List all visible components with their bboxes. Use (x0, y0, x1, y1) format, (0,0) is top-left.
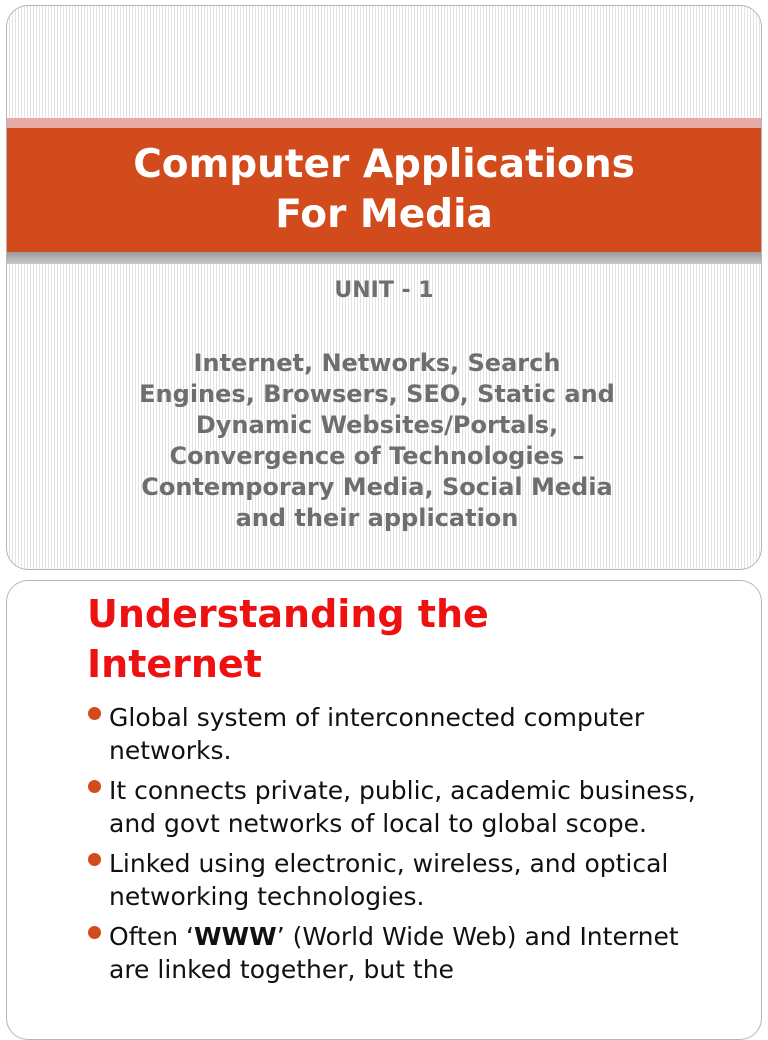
bullet-list (87, 701, 727, 993)
bullet-text-bold: WWW (193, 922, 277, 951)
content-slide (6, 580, 762, 1040)
subtitle-line: Contemporary Media, Social Media (141, 473, 613, 501)
bullet-text: Linked using electronic, wireless, and optical networking technologies. (109, 849, 669, 911)
slide-heading-line-1: Understanding the (87, 592, 489, 636)
bullet-text: Global system of interconnected computer networks. (109, 703, 645, 765)
subtitle-line: Dynamic Websites/Portals, (195, 411, 559, 439)
bullet-item (87, 701, 727, 767)
bullet-item (87, 920, 727, 986)
slide-title-line-1: Computer Applications (133, 142, 635, 187)
bullet-dot-icon (88, 853, 101, 866)
bullet-text: It connects private, public, academic business, and govt networks of local to global scope. (109, 776, 696, 838)
title-band-highlight (7, 118, 761, 128)
title-band (7, 128, 761, 252)
slide-title-line-2: For Media (275, 192, 493, 237)
subtitle-line: Convergence of Technologies – (169, 442, 585, 470)
bullet-dot-icon (88, 926, 101, 939)
subtitle-line: and their application (235, 504, 519, 532)
bullet-item (87, 774, 727, 840)
bullet-text-after: ’ (World Wide Web) and Internet are linked together, but the (109, 922, 679, 984)
unit-label: UNIT - 1 (334, 278, 434, 303)
subtitle-line: Engines, Browsers, SEO, Static and (139, 380, 615, 408)
bullet-item (87, 847, 727, 913)
title-band-shadow (7, 252, 761, 264)
slide-heading (87, 589, 707, 689)
bullet-text-before: Often ‘ (109, 922, 194, 951)
title-slide (6, 5, 762, 570)
bullet-dot-icon (88, 707, 101, 720)
subtitle-line: Internet, Networks, Search (193, 349, 561, 377)
slide-heading-line-2: Internet (87, 642, 262, 686)
slide-title (74, 140, 694, 240)
subtitle (117, 348, 637, 534)
bullet-dot-icon (88, 780, 101, 793)
